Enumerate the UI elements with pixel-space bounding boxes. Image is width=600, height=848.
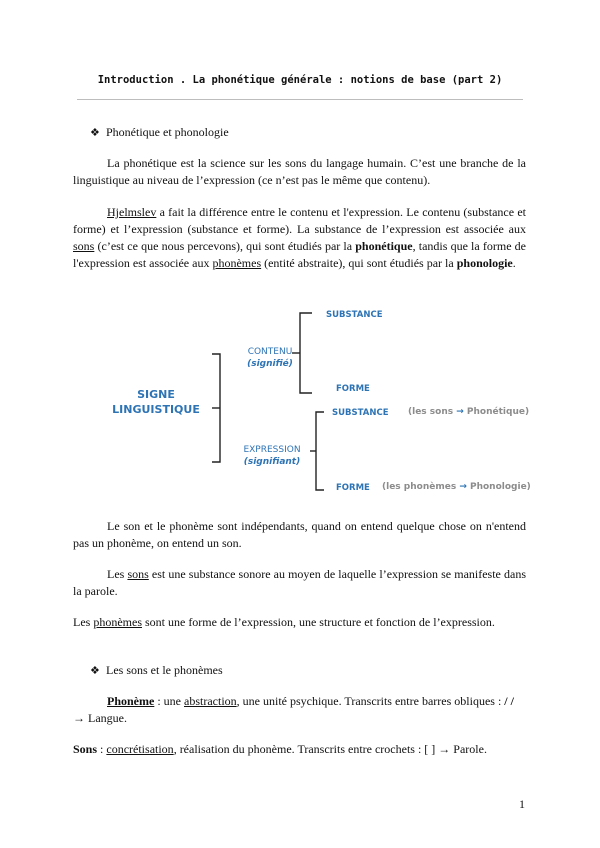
phonemes-term-2: phonèmes (93, 615, 142, 629)
expression-label (230, 444, 314, 468)
substance-contenu-label: SUBSTANCE (326, 310, 383, 320)
p2-text-4: (entité abstraite), qui sont étudiés par la (261, 256, 457, 270)
p5-pre: Les (73, 615, 94, 629)
phoneme-t2: , une unité psychique. Transcrits entre barres obliques : (236, 694, 505, 708)
p4-pre: Les (107, 567, 128, 581)
section-heading-sons (90, 663, 223, 678)
phonologie-term: phonologie (456, 256, 513, 270)
arrow-right-icon: → (459, 482, 467, 492)
contenu-label (230, 346, 310, 370)
p4-post: est une substance sonore au moyen de laquelle l’expression se manifeste dans la parole. (73, 567, 526, 598)
forme-expression-label: FORME (336, 483, 370, 493)
phonemes-term: phonèmes (212, 256, 262, 270)
contenu-text: CONTENU (247, 347, 293, 357)
phoneme-label: Phonème (107, 694, 155, 708)
phoneme-t3: → Langue. (73, 711, 127, 725)
note-phonemes-pre: (les phonèmes (382, 482, 460, 492)
note-phonemes (382, 482, 531, 492)
abstraction-term: abstraction (184, 694, 237, 708)
note-phonemes-post: Phonologie) (466, 482, 531, 492)
substance-expression-label: SUBSTANCE (332, 408, 389, 418)
phonetique-term: phonétique (355, 239, 413, 253)
signe-label-line2: LINGUISTIQUE (112, 403, 200, 416)
expression-bracket (316, 412, 324, 490)
section-heading-phonetique (90, 125, 229, 140)
sons-term: sons (73, 239, 95, 253)
p5-post: sont une forme de l’expression, une structure et fonction de l’expression. (141, 615, 495, 629)
sons-term-2: sons (127, 567, 149, 581)
paragraph-phonemes (73, 614, 526, 631)
paragraph-sons (73, 566, 526, 600)
header-divider (77, 99, 523, 100)
hjelmslev-link: Hjelmslev (107, 205, 157, 219)
page-number: 1 (519, 797, 525, 811)
diamond-bullet-icon: ❖ (90, 665, 100, 677)
arrow-right-icon: → (456, 407, 464, 417)
signifie-text: (signifié) (247, 359, 293, 369)
p2-text-1: a fait la différence entre le contenu et l'expression. Le contenu (substance et forme) et l’expression (substance et forme). La substance de l’expression est associée aux (73, 205, 526, 236)
section-heading-text: Phonétique et phonologie (106, 125, 229, 139)
sons-t1: : (97, 742, 107, 756)
forme-contenu-label: FORME (336, 384, 370, 394)
phoneme-slashes: / / (504, 694, 514, 708)
paragraph-phoneme-definition (73, 693, 526, 727)
section-heading-text-2: Les sons et le phonèmes (106, 663, 223, 677)
signe-label-line1: SIGNE (137, 388, 175, 401)
sign-diagram (100, 295, 540, 505)
signifiant-text: (signifiant) (243, 457, 301, 467)
concretisation-term: concrétisation (106, 742, 174, 756)
sons-label: Sons (73, 742, 98, 756)
expression-text: EXPRESSION (243, 445, 301, 455)
paragraph-sons-definition (73, 741, 526, 758)
diamond-bullet-icon: ❖ (90, 127, 100, 139)
p2-text-5: . (512, 256, 516, 270)
note-sons-post: Phonétique) (463, 407, 530, 417)
p2-text-3: , tandis que la forme de l'expression est associée aux (73, 239, 526, 270)
paragraph-hjelmslev (73, 204, 526, 272)
page-title: Introduction . La phonétique générale : notions de base (part 2) (97, 74, 503, 86)
signe-linguistique-label (106, 387, 206, 417)
p2-text-2: (c’est ce que nous percevons), qui sont étudiés par la (94, 239, 356, 253)
note-sons (408, 407, 529, 417)
phoneme-t1: : une (154, 694, 184, 708)
paragraph-son-phoneme: Le son et le phonème sont indépendants, quand on entend quelque chose on n'entend pas un phonème, on entend un son. (73, 519, 526, 550)
paragraph-phonetique-definition: La phonétique est la science sur les sons du langage humain. C’est une branche de la linguistique au niveau de l’expression (ce n’est pas le même que contenu). (73, 156, 526, 187)
sons-t2: , réalisation du phonème. Transcrits entre crochets : [ ] → Parole. (173, 742, 487, 756)
note-sons-pre: (les sons (408, 407, 457, 417)
